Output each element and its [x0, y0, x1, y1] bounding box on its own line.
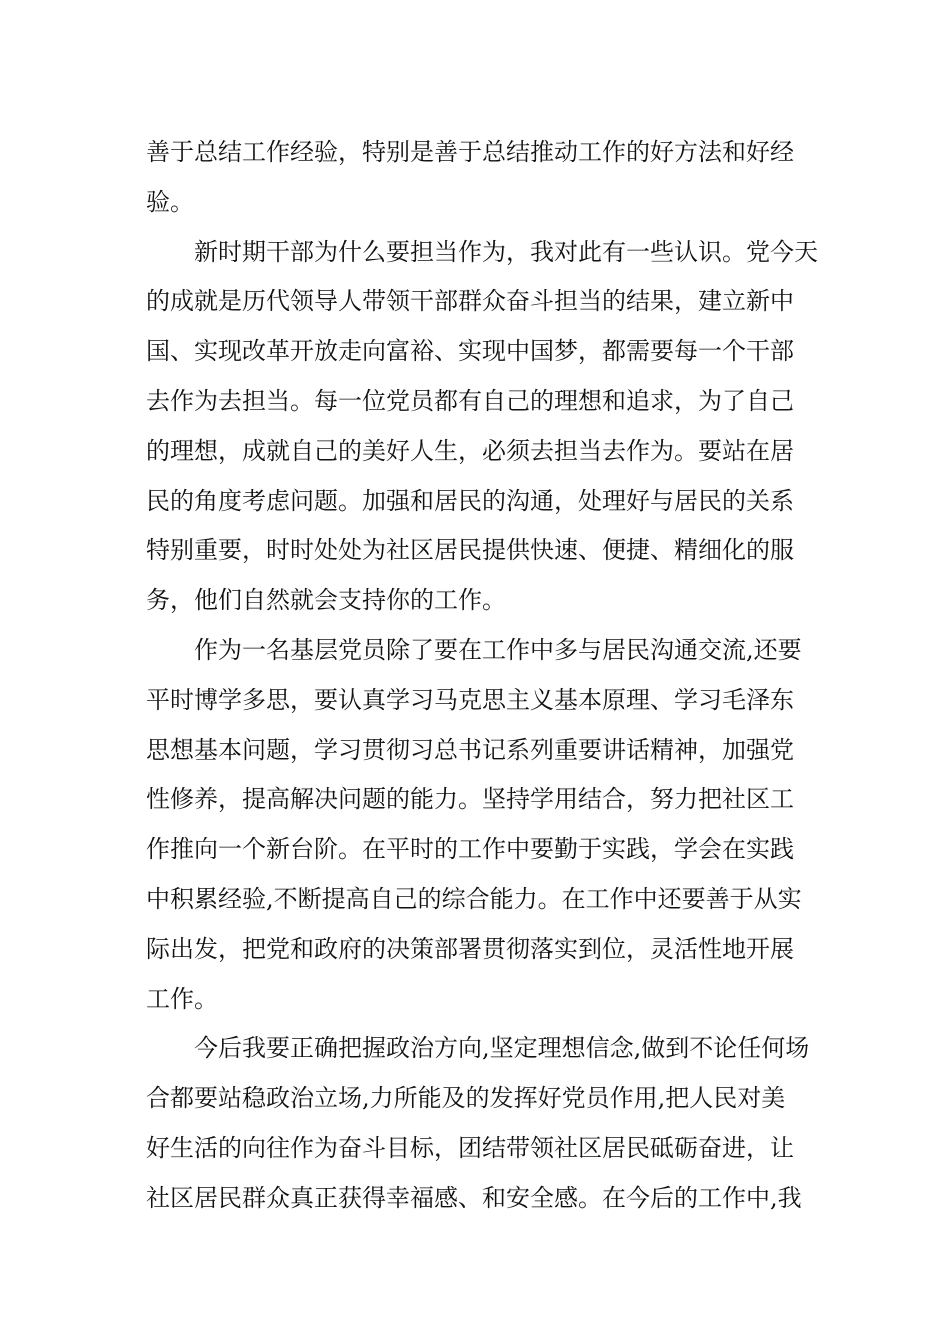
text-line: 性修养，提高解决问题的能力。坚持学用结合，努力把社区工 — [146, 785, 794, 814]
text-line: 去作为去担当。每一位党员都有自己的理想和追求，为了自己 — [146, 386, 794, 415]
text-line: 工作。 — [146, 984, 218, 1013]
text-line: 验。 — [146, 187, 194, 216]
text-line: 的成就是历代领导人带领干部群众奋斗担当的结果，建立新中 — [146, 287, 794, 316]
text-line: 新时期干部为什么要担当作为，我对此有一些认识。党今天 — [146, 237, 818, 266]
text-line: 合都要站稳政治立场,力所能及的发挥好党员作用,把人民对美 — [146, 1084, 786, 1113]
paragraph-1 — [146, 128, 808, 228]
text-line: 中积累经验,不断提高自己的综合能力。在工作中还要善于从实 — [146, 884, 802, 913]
text-line: 特别重要，时时处处为社区居民提供快速、便捷、精细化的服 — [146, 536, 794, 565]
text-line: 作推向一个新台阶。在平时的工作中要勤于实践，学会在实践 — [146, 835, 794, 864]
text-line: 善于总结工作经验，特别是善于总结推动工作的好方法和好经 — [146, 138, 794, 166]
text-line: 社区居民群众真正获得幸福感、和安全感。在今后的工作中,我 — [146, 1183, 802, 1212]
document-body — [146, 128, 818, 1224]
text-line: 民的角度考虑问题。加强和居民的沟通，处理好与居民的关系 — [146, 486, 794, 515]
text-line: 作为一名基层党员除了要在工作中多与居民沟通交流,还要 — [146, 635, 802, 664]
text-line: 国、实现改革开放走向富裕、实现中国梦，都需要每一个干部 — [146, 337, 794, 366]
text-line: 平时博学多思，要认真学习马克思主义基本原理、学习毛泽东 — [146, 685, 794, 714]
paragraph-4 — [146, 1024, 808, 1223]
text-line: 务，他们自然就会支持你的工作。 — [146, 586, 506, 615]
text-line: 思想基本问题，学习贯彻习总书记系列重要讲话精神，加强党 — [146, 735, 794, 764]
paragraph-3 — [146, 626, 808, 1024]
text-line: 好生活的向往作为奋斗目标，团结带领社区居民砥砺奋进，让 — [146, 1133, 794, 1162]
text-line: 际出发，把党和政府的决策部署贯彻落实到位，灵活性地开展 — [146, 934, 794, 963]
text-line: 的理想，成就自己的美好人生，必须去担当去作为。要站在居 — [146, 436, 794, 465]
paragraph-2 — [146, 228, 818, 626]
text-line: 今后我要正确把握政治方向,坚定理想信念,做到不论任何场 — [146, 1034, 810, 1063]
